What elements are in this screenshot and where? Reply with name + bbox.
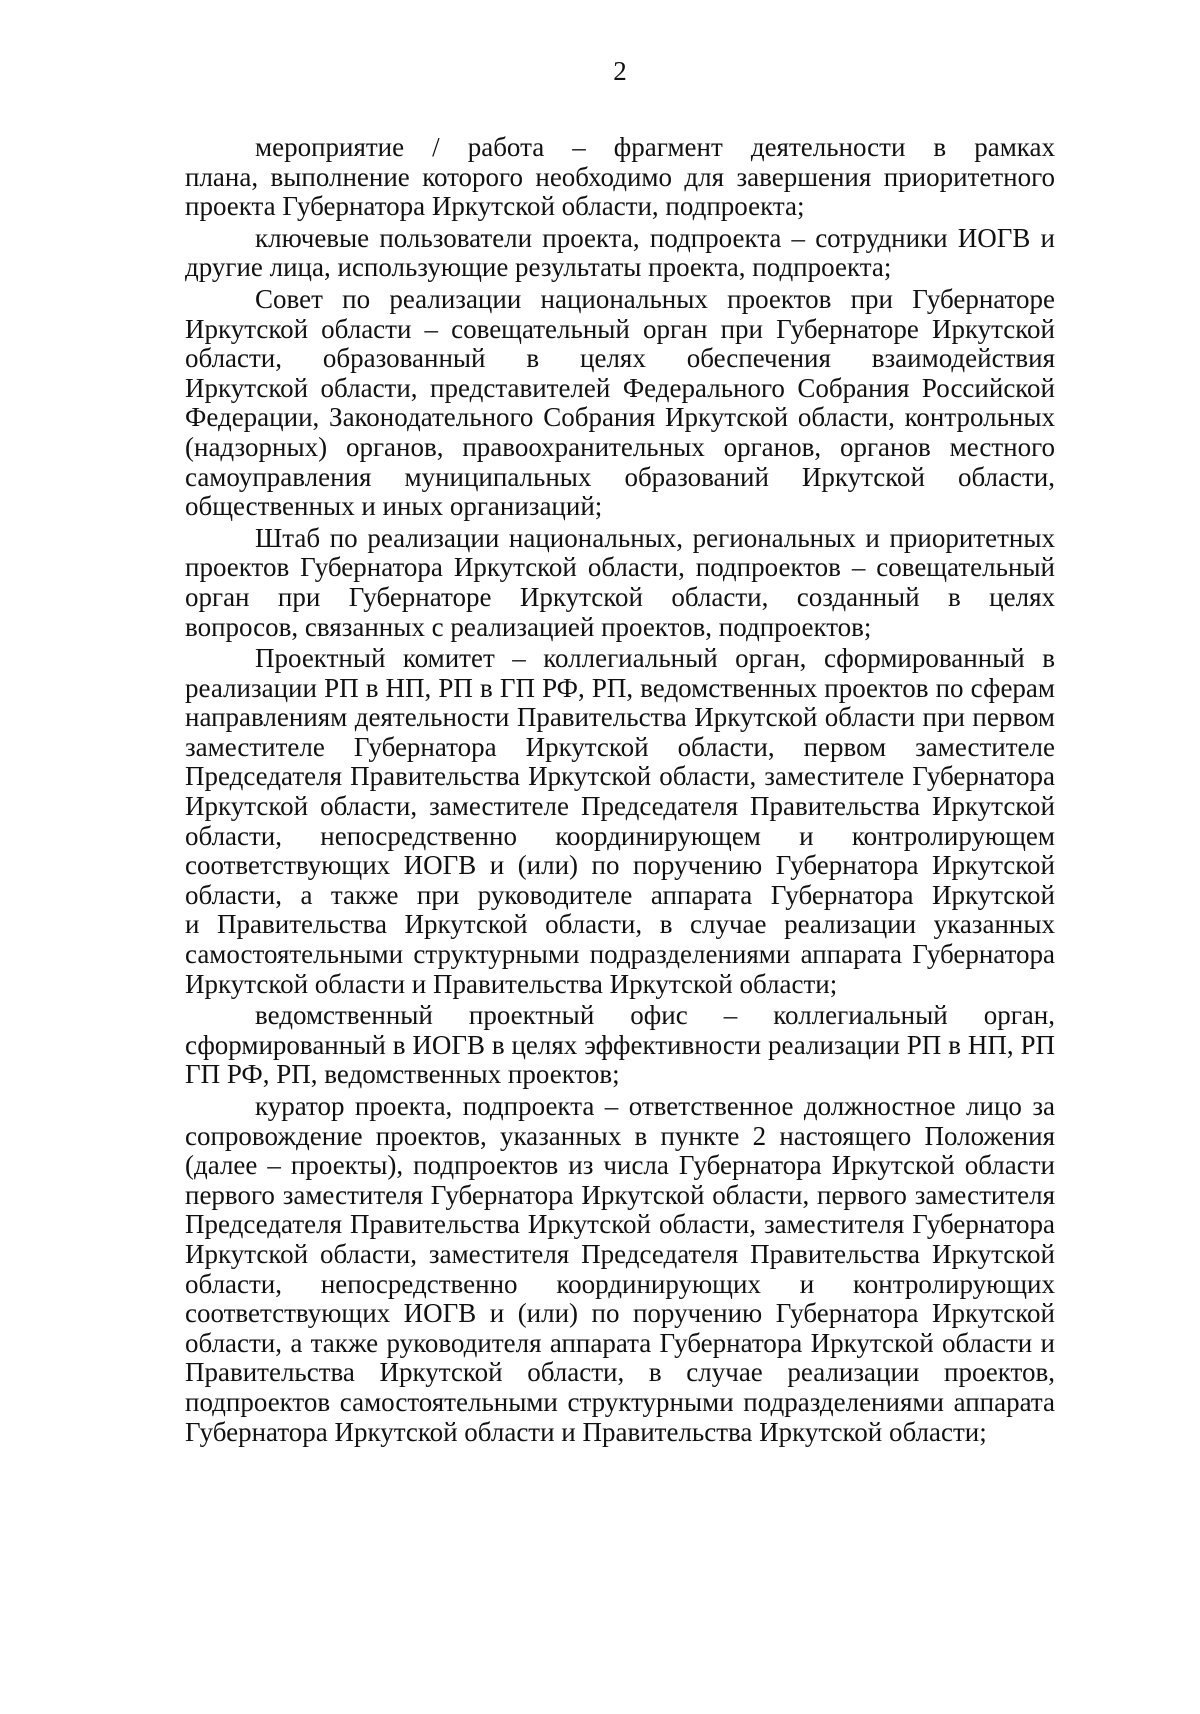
text-line: самостоятельными структурными подразделениями аппарата Губернатора (185, 940, 1055, 970)
text-line: ключевые пользователи проекта, подпроекта – сотрудники ИОГВ и (255, 223, 1055, 253)
text-line: (надзорных) органов, правоохранительных органов, органов местного (185, 432, 1055, 462)
paragraph (185, 1001, 1055, 1090)
text-line: (далее – проекты), подпроектов из числа Губернатора Иркутской области (185, 1151, 1055, 1181)
text-line: ведомственный проектный офис – коллегиальный орган, (255, 1001, 1055, 1031)
text-line: области, а также при руководителе аппарата Губернатора Иркутской (185, 880, 1055, 910)
text-line: подпроектов самостоятельными структурными подразделениями аппарата (185, 1387, 1055, 1417)
text-line: сформированный в ИОГВ в целях эффективности реализации РП в НП, РП (185, 1030, 1055, 1060)
text-line: направлениям деятельности Правительства Иркутской области при первом (185, 703, 1055, 733)
text-line: соответствующих ИОГВ и (или) по поручению Губернатора Иркутской (185, 851, 1055, 881)
text-line: общественных и иных организаций; (185, 491, 603, 522)
text-line: самоуправления муниципальных образований Иркутской области, (185, 462, 1055, 492)
paragraph (185, 1092, 1055, 1447)
paragraph (185, 285, 1055, 522)
text-line: ГП РФ, РП, ведомственных проектов; (185, 1059, 620, 1090)
text-line: первого заместителя Губернатора Иркутской области, первого заместителя (185, 1180, 1055, 1210)
document-body (185, 133, 1055, 1447)
text-line: заместителе Губернатора Иркутской области, первом заместителе (185, 732, 1055, 762)
text-line: соответствующих ИОГВ и (или) по поручению Губернатора Иркутской (185, 1299, 1055, 1329)
text-line: Губернатора Иркутской области и Правительства Иркутской области; (185, 1416, 987, 1447)
text-line: другие лица, использующие результаты проекта, подпроекта; (185, 252, 892, 283)
text-line: реализации РП в НП, РП в ГП РФ, РП, ведомственных проектов по сферам (185, 673, 1055, 703)
paragraph (185, 644, 1055, 999)
paragraph (185, 133, 1055, 222)
text-line: куратор проекта, подпроекта – ответственное должностное лицо за (255, 1092, 1055, 1121)
text-line: Председателя Правительства Иркутской области, заместителя Губернатора (185, 1210, 1055, 1240)
text-line: и Правительства Иркутской области, в случае реализации указанных (185, 910, 1055, 940)
page-number: 2 (613, 56, 627, 86)
text-line: Председателя Правительства Иркутской области, заместителе Губернатора (185, 762, 1055, 792)
paragraph (185, 524, 1055, 642)
text-line: области, непосредственно координирующем и контролирующем (185, 821, 1055, 851)
text-line: мероприятие / работа – фрагмент деятельности в рамках (255, 133, 1055, 162)
text-line: области, непосредственно координирующих и контролирующих (185, 1269, 1055, 1299)
text-line: Проектный комитет – коллегиальный орган, сформированный в (255, 644, 1055, 674)
text-line: Совет по реализации национальных проектов при Губернаторе (255, 284, 1055, 314)
text-line: области, а также руководителя аппарата Губернатора Иркутской области и (185, 1328, 1055, 1358)
text-line: Иркутской области и Правительства Иркутской области; (185, 968, 838, 999)
text-line: Штаб по реализации национальных, региональных и приоритетных (255, 523, 1055, 553)
paragraph (185, 224, 1055, 283)
text-line: проекта Губернатора Иркутской области, подпроекта; (185, 191, 805, 222)
text-line: области, образованный в целях обеспечения взаимодействия (185, 344, 1055, 374)
text-line: вопросов, связанных с реализацией проектов, подпроектов; (185, 611, 872, 642)
text-line: проектов Губернатора Иркутской области, подпроектов – совещательный (185, 553, 1055, 583)
text-line: Иркутской области – совещательный орган при Губернаторе Иркутской (185, 314, 1055, 344)
text-line: орган при Губернаторе Иркутской области, созданный в целях (185, 582, 1055, 612)
text-line: Иркутской области, заместителе Председателя Правительства Иркутской (185, 792, 1055, 822)
text-line: Федерации, Законодательного Собрания Иркутской области, контрольных (185, 403, 1055, 433)
text-line: Иркутской области, представителей Федерального Собрания Российской (185, 373, 1055, 403)
text-line: сопровождение проектов, указанных в пункте 2 настоящего Положения (185, 1121, 1055, 1151)
text-line: Правительства Иркутской области, в случае реализации проектов, (185, 1358, 1055, 1388)
text-line: Иркутской области, заместителя Председателя Правительства Иркутской (185, 1239, 1055, 1269)
text-line: плана, выполнение которого необходимо для завершения приоритетного (185, 162, 1055, 192)
